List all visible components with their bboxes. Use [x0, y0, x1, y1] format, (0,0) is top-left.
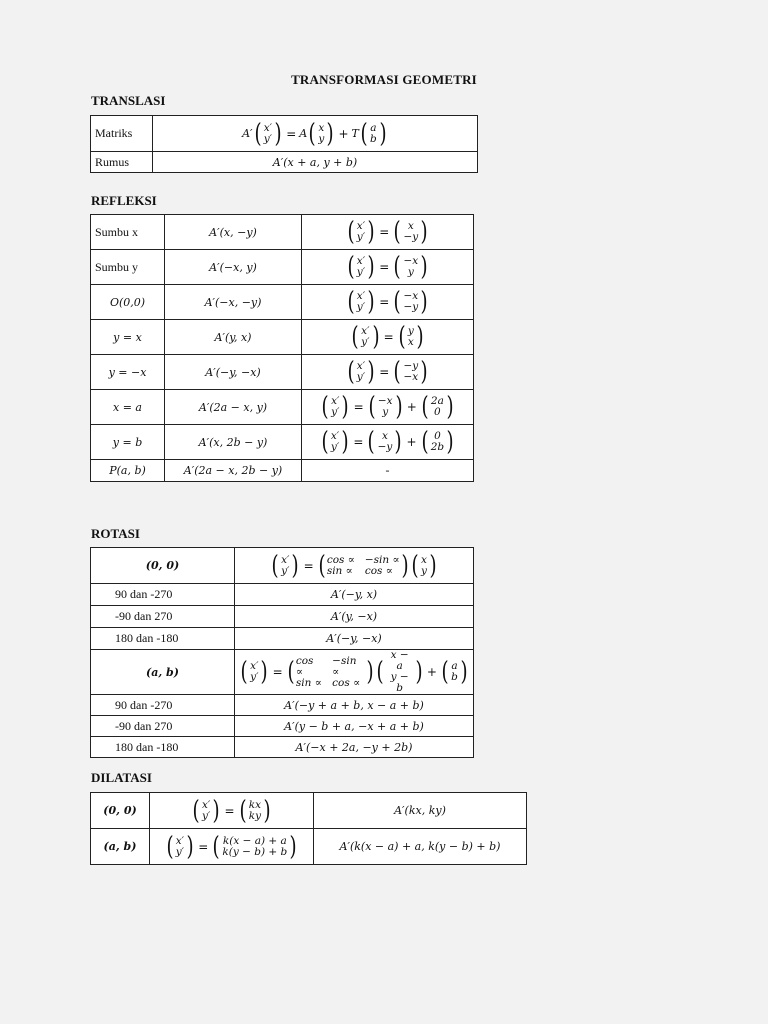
column-vector [392, 219, 429, 245]
matrix-cell [150, 829, 314, 865]
dilatasi-heading: DILATASI [91, 770, 152, 785]
entry: 2b [430, 441, 445, 453]
matrix-cell [302, 285, 474, 320]
paren: ) [416, 322, 424, 352]
paren: ) [395, 392, 403, 422]
entry: x [382, 430, 388, 442]
entry: −sin ∝ [364, 553, 400, 566]
paren: ) [366, 657, 374, 687]
paren: ) [367, 252, 375, 282]
entry: y [420, 564, 427, 577]
entry: x′ [331, 395, 340, 407]
image-point: A′(x, −y) [165, 215, 302, 250]
entry: a [451, 660, 458, 672]
entry: y [318, 132, 325, 145]
paren: ) [341, 427, 349, 457]
paren: ( [347, 252, 355, 282]
paren: ) [401, 550, 409, 581]
plus-sign: + [406, 400, 417, 414]
paren: ( [287, 657, 295, 687]
paren: ) [326, 118, 334, 149]
paren: ) [372, 322, 380, 352]
entry: x − a [390, 649, 409, 672]
entry: y′ [356, 266, 366, 278]
column-vector [320, 394, 351, 420]
entry: kx [248, 798, 261, 811]
table-row [91, 215, 474, 250]
paren: ) [446, 392, 454, 422]
column-vector [367, 394, 404, 420]
column-vector [392, 359, 429, 385]
paren: ( [192, 795, 200, 826]
translation-symbol: T [351, 127, 359, 140]
paren: ( [271, 550, 279, 581]
matrix-cell [302, 320, 474, 355]
translasi-table [90, 115, 478, 173]
column-vector [350, 324, 381, 350]
reflection-axis: Sumbu y [91, 250, 165, 285]
paren: ( [393, 217, 401, 247]
paren: ( [360, 118, 368, 149]
translation-matrix-formula [153, 116, 478, 152]
table-row [91, 152, 478, 173]
column-vector [238, 795, 273, 826]
translasi-heading: TRANSLASI [91, 93, 166, 108]
entry: cos ∝ [326, 553, 355, 566]
rotation-center: (0, 0) [91, 548, 235, 584]
paren: ( [347, 357, 355, 387]
column-vector [253, 118, 284, 149]
paren: ( [441, 657, 449, 687]
table-row [91, 584, 474, 606]
entry: sin ∝ [326, 564, 353, 577]
image-point: A′(−x + 2a, −y + 2b) [235, 737, 474, 758]
column-vector [191, 795, 222, 826]
entry: y − b [390, 671, 409, 694]
column-vector [392, 289, 429, 315]
table-row [91, 716, 474, 737]
dilation-center: (a, b) [91, 829, 150, 865]
matrix-cell: - [302, 460, 474, 482]
dilation-center: (0, 0) [91, 793, 150, 829]
entry: x′ [330, 430, 340, 442]
column-vector [346, 289, 377, 315]
column-vector [397, 324, 425, 350]
entry: y′ [356, 301, 366, 313]
entry: x [407, 220, 414, 232]
paren: ( [421, 427, 429, 457]
column-vector [346, 254, 377, 280]
paren: ) [394, 427, 402, 457]
paren: ) [429, 550, 437, 581]
entry: a [370, 121, 377, 134]
plus-sign: + [338, 126, 349, 141]
paren: ) [420, 357, 428, 387]
paren: ( [351, 322, 359, 352]
equals-sign: = [198, 839, 209, 854]
matrix-cell [302, 425, 474, 460]
paren: ) [291, 550, 300, 581]
rotation-angle: 180 dan -180 [91, 628, 235, 650]
table-row [91, 606, 474, 628]
image-point: A′(x, 2b − y) [165, 425, 302, 460]
entry: x′ [281, 553, 290, 566]
entry: y′ [331, 406, 340, 418]
entry: cos ∝ [332, 676, 361, 689]
table-row [91, 793, 527, 829]
image-point: A′(y, −x) [235, 606, 474, 628]
row-label: Rumus [91, 152, 153, 173]
entry: x′ [263, 121, 273, 134]
refleksi-heading: REFLEKSI [91, 193, 157, 208]
entry: y′ [330, 441, 340, 453]
matrix-cell [302, 355, 474, 390]
entry: −x [403, 255, 419, 267]
refleksi-table [90, 214, 474, 482]
column-vector [270, 550, 301, 581]
entry: y′ [281, 564, 290, 577]
translation-formula: A′(x + a, y + b) [153, 152, 478, 173]
entry: y [407, 325, 414, 337]
paren: ) [212, 795, 220, 826]
equals-sign: = [383, 330, 394, 344]
entry: y′ [356, 371, 366, 383]
paren: ) [367, 287, 375, 317]
image-point: A′(2a − x, 2b − y) [165, 460, 302, 482]
rotasi-table [90, 547, 474, 758]
column-vector [239, 659, 270, 685]
column-vector [320, 429, 351, 455]
paren: ) [446, 427, 454, 457]
table-row [91, 425, 474, 460]
paren: ( [166, 831, 174, 862]
paren: ( [308, 118, 316, 149]
entry: −x [403, 290, 419, 302]
rotation-angle: 90 dan -270 [91, 695, 235, 716]
image-point: A′(k(x − a) + a, k(y − b) + b) [314, 829, 527, 865]
entry: −sin ∝ [332, 654, 357, 678]
paren: ) [367, 217, 375, 247]
column-vector [420, 394, 455, 420]
entry: 2a [430, 395, 444, 407]
matrix-cell [302, 215, 474, 250]
entry: x′ [356, 220, 366, 232]
paren: ( [398, 322, 406, 352]
column-vector [410, 550, 438, 581]
entry: y′ [202, 809, 211, 822]
entry: cos ∝ [295, 654, 314, 678]
image-point: A′(−x, −y) [165, 285, 302, 320]
image-point: A′(kx, ky) [314, 793, 527, 829]
paren: ) [367, 357, 375, 387]
equals-sign: = [379, 260, 390, 274]
paren: ( [421, 392, 429, 422]
entry: sin ∝ [295, 676, 322, 689]
table-row [91, 285, 474, 320]
equals-sign: = [353, 400, 364, 414]
column-vector [366, 429, 403, 455]
entry: x [407, 336, 414, 348]
entry: x′ [356, 255, 366, 267]
entry: −y [403, 360, 419, 372]
entry: y′ [356, 231, 366, 243]
paren: ) [274, 118, 282, 149]
entry: x′ [356, 290, 366, 302]
paren: ) [263, 795, 271, 826]
rotation-angle: -90 dan 270 [91, 716, 235, 737]
table-row [91, 628, 474, 650]
entry: cos ∝ [364, 564, 393, 577]
rotation-matrix [317, 550, 410, 581]
image-point: A′(−y, −x) [165, 355, 302, 390]
paren: ( [393, 252, 401, 282]
paren: ) [289, 831, 297, 862]
paren: ( [367, 427, 376, 457]
page-title: TRANSFORMASI GEOMETRI [291, 72, 477, 87]
column-vector [165, 831, 196, 862]
image-point: A′(−x, y) [165, 250, 302, 285]
paren: ) [420, 287, 428, 317]
matrix-cell [150, 793, 314, 829]
equals-sign: = [353, 435, 364, 449]
entry: y [407, 266, 414, 278]
entry: x [420, 553, 427, 566]
entry: y′ [250, 671, 259, 683]
table-row [91, 737, 474, 758]
paren: ( [239, 795, 247, 826]
entry: y′ [263, 132, 273, 145]
entry: 0 [434, 430, 441, 442]
table-row [91, 829, 527, 865]
rotation-matrix-formula [235, 548, 474, 584]
entry: x′ [250, 660, 259, 672]
paren: ( [318, 550, 326, 581]
paren: ( [321, 392, 329, 422]
equals-sign: = [379, 295, 390, 309]
paren: ) [460, 657, 468, 687]
entry: k(y − b) + b [222, 845, 288, 858]
table-row [91, 250, 474, 285]
point-symbol: A [299, 127, 308, 140]
image-point: A′ [242, 127, 253, 140]
paren: ( [254, 118, 262, 149]
column-vector [392, 254, 429, 280]
column-vector [307, 118, 335, 149]
rotation-angle: 180 dan -180 [91, 737, 235, 758]
reflection-axis: O(0,0) [91, 285, 165, 320]
reflection-axis: Sumbu x [91, 215, 165, 250]
plus-sign: + [406, 435, 417, 449]
entry: −y [403, 231, 419, 243]
entry: −x [377, 395, 393, 407]
paren: ( [212, 831, 220, 862]
rotation-angle: 90 dan -270 [91, 584, 235, 606]
dilatasi-table [90, 792, 527, 865]
paren: ) [341, 392, 350, 422]
entry: y [382, 406, 389, 418]
image-point: A′(−y + a + b, x − a + b) [235, 695, 474, 716]
entry: b [370, 132, 377, 145]
paren: ( [368, 392, 376, 422]
entry: −y [403, 301, 419, 313]
column-vector [359, 118, 388, 149]
equals-sign: = [379, 225, 390, 239]
entry: 0 [434, 406, 441, 418]
paren: ) [379, 118, 387, 149]
paren: ( [376, 657, 384, 687]
entry: −x [403, 371, 419, 383]
rotasi-heading: ROTASI [91, 526, 140, 541]
column-vector [346, 219, 377, 245]
image-point: A′(−y, x) [235, 584, 474, 606]
paren: ( [411, 550, 419, 581]
paren: ) [186, 831, 194, 862]
image-point: A′(y − b + a, −x + a + b) [235, 716, 474, 737]
rotation-matrix [286, 656, 376, 689]
paren: ) [261, 657, 269, 687]
table-row [91, 116, 478, 152]
equals-sign: = [379, 365, 390, 379]
paren: ( [393, 357, 401, 387]
image-point: A′(2a − x, y) [165, 390, 302, 425]
matrix-cell [302, 250, 474, 285]
reflection-axis: P(a, b) [91, 460, 165, 482]
equals-sign: = [224, 803, 235, 818]
rotation-matrix-formula [235, 650, 474, 695]
rotation-center: (a, b) [91, 650, 235, 695]
entry: −y [377, 441, 393, 453]
column-vector [375, 650, 424, 694]
column-vector [420, 429, 456, 455]
entry: x′ [361, 325, 370, 337]
table-row [91, 460, 474, 482]
entry: y′ [175, 845, 185, 858]
table-row [91, 320, 474, 355]
rotation-angle: -90 dan 270 [91, 606, 235, 628]
row-label: Matriks [91, 116, 153, 152]
paren: ( [347, 287, 355, 317]
equals-sign: = [303, 558, 314, 573]
table-row [91, 390, 474, 425]
paren: ( [321, 427, 329, 457]
entry: x [318, 121, 325, 134]
entry: x′ [175, 834, 185, 847]
entry: x′ [202, 798, 211, 811]
column-vector [440, 659, 469, 685]
entry: y′ [361, 336, 370, 348]
entry: ky [248, 809, 261, 822]
matrix-cell [302, 390, 474, 425]
image-point: A′(y, x) [165, 320, 302, 355]
table-row [91, 548, 474, 584]
table-row [91, 355, 474, 390]
reflection-axis: y = b [91, 425, 165, 460]
image-point: A′(−y, −x) [235, 628, 474, 650]
table-row [91, 695, 474, 716]
paren: ( [393, 287, 401, 317]
reflection-axis: y = x [91, 320, 165, 355]
paren: ( [347, 217, 355, 247]
paren: ) [420, 252, 428, 282]
paren: ( [240, 657, 248, 687]
plus-sign: + [426, 665, 437, 679]
paren: ) [415, 657, 423, 687]
column-vector [211, 831, 298, 862]
entry: b [451, 671, 458, 683]
reflection-axis: x = a [91, 390, 165, 425]
column-vector [346, 359, 377, 385]
entry: k(x − a) + a [222, 834, 287, 847]
equals-sign: = [272, 665, 283, 679]
table-row [91, 650, 474, 695]
paren: ) [420, 217, 428, 247]
reflection-axis: y = −x [91, 355, 165, 390]
entry: x′ [356, 360, 366, 372]
equals-sign: = [286, 126, 297, 141]
